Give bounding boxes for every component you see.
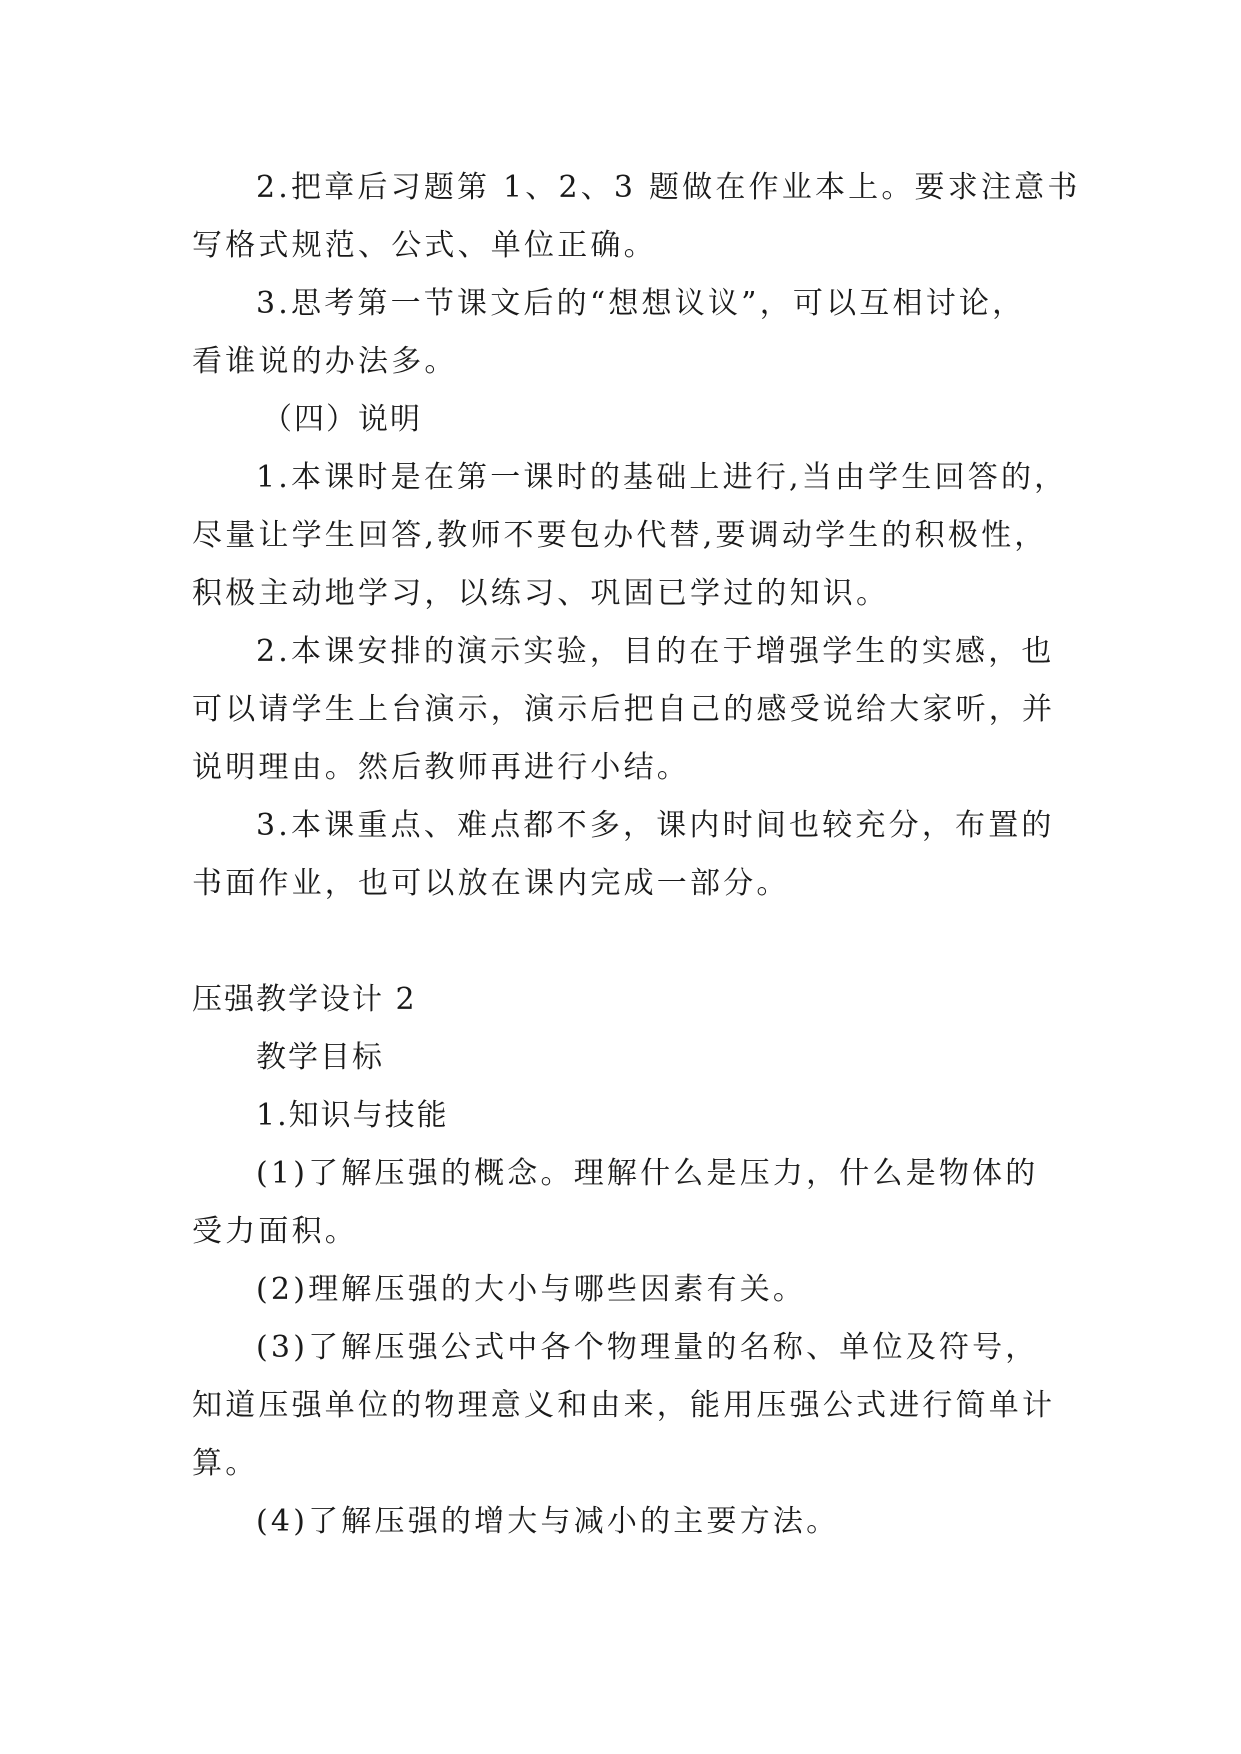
- subsection-heading: 1.知识与技能: [256, 1098, 449, 1133]
- paragraph-line: 积极主动地学习，以练习、巩固已学过的知识。: [192, 576, 890, 611]
- paragraph-line: (4)了解压强的增大与减小的主要方法。: [256, 1504, 840, 1539]
- section-heading: （四）说明: [262, 402, 422, 437]
- paragraph-line: 1.本课时是在第一课时的基础上进行,当由学生回答的，: [256, 460, 1068, 495]
- paragraph-line: 算。: [192, 1446, 259, 1481]
- paragraph-line: 受力面积。: [192, 1214, 358, 1249]
- paragraph-line: (3)了解压强公式中各个物理量的名称、单位及符号，: [256, 1330, 1039, 1365]
- paragraph-line: 写格式规范、公式、单位正确。: [192, 228, 657, 263]
- paragraph-line: 2.本课安排的演示实验，目的在于增强学生的实感，也: [256, 634, 1055, 669]
- paragraph-line: 2.把章后习题第 1、2、3 题做在作业本上。要求注意书: [256, 170, 1081, 205]
- paragraph-line: 3.思考第一节课文后的“想想议议”，可以互相讨论，: [256, 286, 1026, 321]
- paragraph-line: (2)理解压强的大小与哪些因素有关。: [256, 1272, 807, 1307]
- paragraph-line: 可以请学生上台演示，演示后把自己的感受说给大家听，并: [192, 692, 1056, 727]
- paragraph-line: 3.本课重点、难点都不多，课内时间也较充分，布置的: [256, 808, 1055, 843]
- section-heading: 教学目标: [256, 1040, 384, 1075]
- paragraph-line: 知道压强单位的物理意义和由来，能用压强公式进行简单计: [192, 1388, 1056, 1423]
- paragraph-line: (1)了解压强的概念。理解什么是压力，什么是物体的: [256, 1156, 1039, 1191]
- document-title: 压强教学设计 2: [192, 982, 417, 1017]
- paragraph-line: 说明理由。然后教师再进行小结。: [192, 750, 690, 785]
- paragraph-line: 看谁说的办法多。: [192, 344, 458, 379]
- paragraph-line: 书面作业，也可以放在课内完成一部分。: [192, 866, 790, 901]
- paragraph-line: 尽量让学生回答,教师不要包办代替,要调动学生的积极性，: [192, 518, 1048, 553]
